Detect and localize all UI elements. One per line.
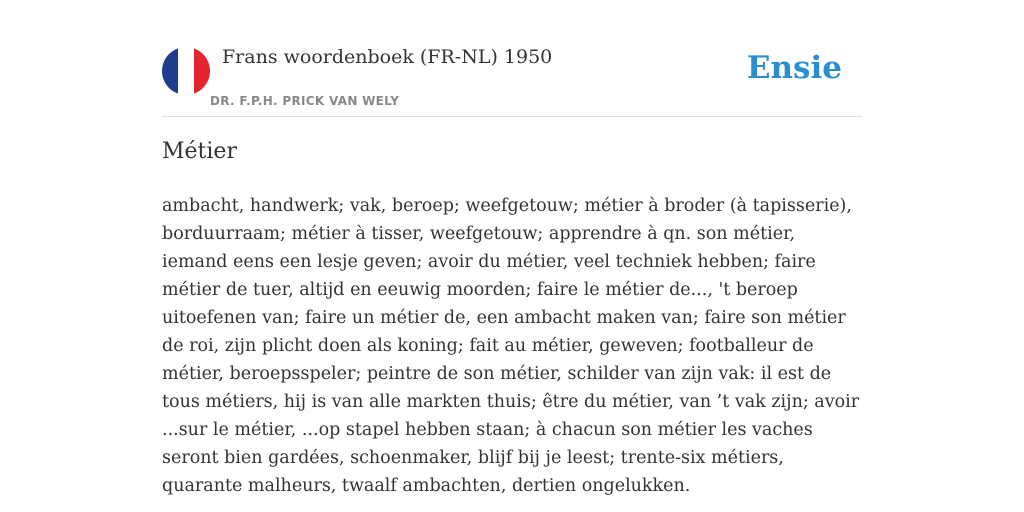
entry-title: Métier (162, 139, 237, 164)
brand-logo[interactable]: Ensie (746, 50, 842, 86)
header (162, 40, 862, 117)
france-flag-icon (162, 47, 210, 95)
dictionary-title[interactable]: Frans woordenboek (FR-NL) 1950 (222, 46, 553, 68)
flag-stripe-blue (162, 47, 178, 95)
flag-stripe-red (194, 47, 210, 95)
author-name: DR. F.P.H. PRICK VAN WELY (210, 94, 400, 108)
entry-definition: ambacht, handwerk; vak, beroep; weefgetouw; métier à broder (à tapisserie), borduurraam; métier à tisser, weefgetouw; apprendre à qn. son métier, iemand eens een lesje geven; avoir du métier, veel techniek hebben; faire métier de tuer, altijd en eeuwig moorden; faire le métier de..., 't beroep uitoefenen van; faire un métier de, een ambacht maken van; faire son métier de roi, zijn plicht doen als koning; fait au métier, geweven; footballeur de métier, beroepsspeler; peintre de son métier, schilder van zijn vak: il est de tous métiers, hij is van alle markten thuis; être du métier, van ’t vak zijn; avoir ...sur le métier, ...op stapel hebben staan; à chacun son métier les vaches seront bien gardées, schoenmaker, blijf bij je leest; trente-six métiers, quarante malheurs, twaalf ambachten, dertien ongelukken. (162, 196, 860, 496)
flag-stripe-white (178, 47, 194, 95)
